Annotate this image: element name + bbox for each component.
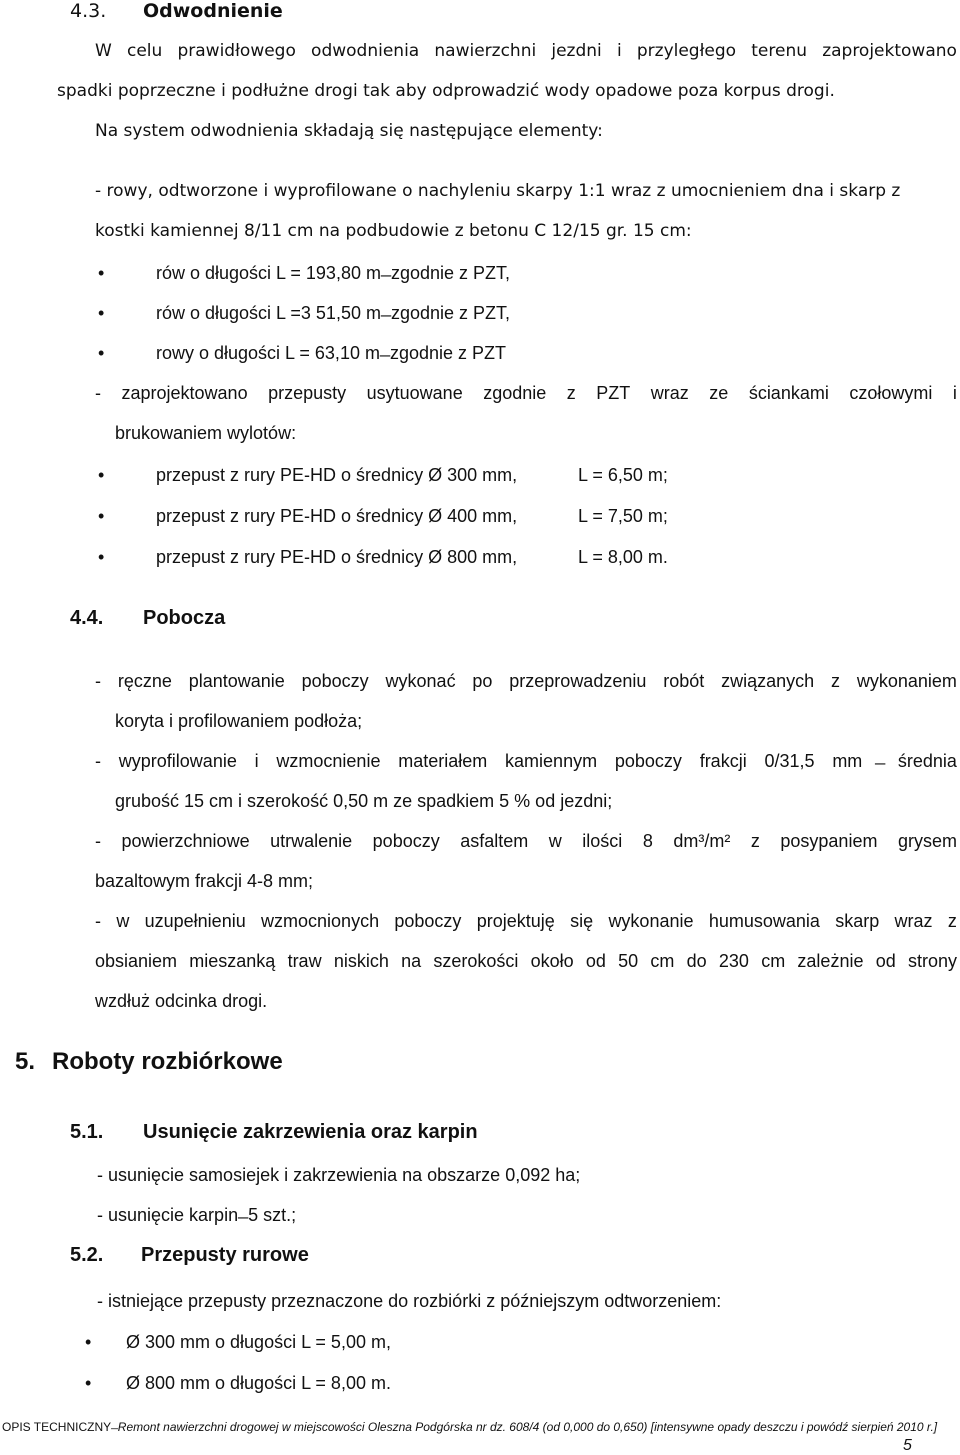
- word: materiałem: [398, 751, 488, 771]
- list-item: rów o długości L = 193,80 m ̶ zgodnie z PZT,: [156, 263, 511, 283]
- word: plantowanie: [188, 671, 285, 691]
- word: i: [616, 41, 622, 61]
- list-item: - rowy, odtworzone i wyprofilowane o nachyleniu skarpy 1:1 wraz z umocnieniem dna i skarp z: [95, 181, 901, 201]
- word: w: [548, 831, 562, 851]
- word: z: [750, 831, 760, 851]
- word: z: [947, 911, 957, 931]
- section-number: 4.4.: [70, 607, 104, 629]
- word: zaprojektowano: [822, 41, 957, 61]
- bullet-icon: •: [85, 1332, 92, 1352]
- culvert-desc: przepust z rury PE-HD o średnicy Ø 300 mm,: [156, 465, 518, 485]
- list-item: [95, 830, 957, 852]
- list-item: [95, 750, 957, 772]
- culvert-length: L = 8,00 m.: [578, 547, 668, 567]
- chapter-number: 5.: [15, 1048, 36, 1075]
- list-item: rowy o długości L = 63,10 m ̶ zgodnie z PZT: [156, 343, 507, 363]
- bullet-icon: •: [98, 263, 105, 283]
- word: 8: [642, 831, 653, 851]
- word: PZT: [596, 383, 631, 403]
- word: powierzchniowe: [121, 831, 250, 851]
- list-item: - usunięcie samosiejek i zakrzewienia na obszarze 0,092 ha;: [97, 1165, 581, 1185]
- word: szerokości: [433, 951, 519, 971]
- culvert-desc: przepust z rury PE-HD o średnicy Ø 800 mm,: [156, 547, 518, 567]
- word: zależnie: [797, 951, 864, 971]
- word: usytuowane: [366, 383, 463, 403]
- list-item-text: 15 cm:: [632, 221, 692, 241]
- word: frakcji: [699, 751, 747, 771]
- word: prawidłowego: [177, 41, 296, 61]
- word: niskich: [333, 951, 389, 971]
- word: terenu: [751, 41, 808, 61]
- word: mm: [832, 751, 863, 771]
- word: strony: [907, 951, 957, 971]
- word: 230: [718, 951, 749, 971]
- bullet-icon: •: [98, 547, 105, 567]
- word: poboczy: [614, 751, 682, 771]
- section-number: 5.2.: [70, 1244, 104, 1266]
- list-item-continuation: bazaltowym frakcji 4-8 mm;: [95, 871, 314, 891]
- culvert-length: L = 6,50 m;: [578, 465, 668, 485]
- bullet-icon: •: [98, 465, 105, 485]
- word: kamiennym: [505, 751, 598, 771]
- word: mieszanką: [189, 951, 276, 971]
- list-item-continuation: wzdłuż odcinka drogi.: [95, 991, 268, 1011]
- word: poboczy: [372, 831, 440, 851]
- word: ściankami: [748, 383, 829, 403]
- word: 50: [618, 951, 639, 971]
- list-item-text: kostki kamiennej 8/11 cm na podbudowie z betonu C 12/15 gr.: [95, 221, 628, 241]
- word: -: [95, 831, 101, 851]
- word: grysem: [897, 831, 957, 851]
- word: ręczne: [117, 671, 172, 691]
- word: poboczy: [301, 671, 369, 691]
- section-title: Odwodnienie: [143, 0, 283, 22]
- word: wraz: [894, 911, 933, 931]
- word: robót: [663, 671, 705, 691]
- word: wzmocnionych: [261, 911, 380, 931]
- word: projektuję: [476, 911, 555, 931]
- bullet-icon: •: [85, 1373, 92, 1393]
- word: przyległego: [636, 41, 737, 61]
- word: wykonaniem: [856, 671, 957, 691]
- word: związanych: [721, 671, 815, 691]
- list-item-continuation: brukowaniem wylotów:: [115, 423, 297, 443]
- section-number: 5.1.: [70, 1121, 104, 1143]
- list-item-continuation: [95, 220, 692, 242]
- bullet-icon: •: [98, 506, 105, 526]
- page-footer: [2, 1420, 937, 1434]
- word: czołowymi: [849, 383, 933, 403]
- word: utrwalenie: [270, 831, 353, 851]
- footer-org: OPIS TECHNICZNY: [2, 1420, 112, 1434]
- word: wzmocnienie: [276, 751, 381, 771]
- word: i: [254, 751, 259, 771]
- word: 0/31,5: [764, 751, 815, 771]
- word: od: [585, 951, 606, 971]
- list-item: [95, 670, 957, 692]
- word: wykonać: [385, 671, 456, 691]
- word: ze: [709, 383, 729, 403]
- word: ilości: [582, 831, 623, 851]
- section-number: 4.3.: [70, 0, 107, 22]
- word: traw: [287, 951, 322, 971]
- word: wyprofilowanie: [118, 751, 237, 771]
- word: cm: [761, 951, 786, 971]
- word: skarp: [835, 911, 880, 931]
- list-item: - usunięcie karpin ̶ 5 szt.;: [97, 1205, 297, 1225]
- word: celu: [126, 41, 163, 61]
- paragraph-line: spadki poprzeczne i podłużne drogi tak aby odprowadzić wody opadowe poza korpus drogi.: [57, 81, 835, 101]
- word: w: [116, 911, 130, 931]
- list-item-continuation: koryta i profilowaniem podłoża;: [115, 711, 363, 731]
- word: do: [686, 951, 707, 971]
- paragraph-line: Na system odwodnienia składają się następujące elementy:: [95, 121, 603, 141]
- footer-text: ̶ Remont nawierzchni drogowej w miejscowości Oleszna Podgórska nr dz. 608/4 (od 0,000 do 0,650) [intensywne opady deszczu i powódź sierpień 2010 r.]: [111, 1420, 938, 1434]
- word: -: [95, 383, 101, 403]
- word: po: [472, 671, 493, 691]
- culvert-desc: przepust z rury PE-HD o średnicy Ø 400 mm,: [156, 506, 518, 526]
- word: przeprowadzeniu: [509, 671, 647, 691]
- word: się: [570, 911, 594, 931]
- word: wykonanie: [608, 911, 694, 931]
- word: poboczy: [394, 911, 462, 931]
- section-title: Przepusty rurowe: [141, 1244, 309, 1266]
- word: -: [95, 671, 101, 691]
- page-number: 5: [903, 1437, 912, 1454]
- bullet-icon: •: [98, 343, 105, 363]
- section-title: Pobocza: [143, 607, 226, 629]
- word: posypaniem: [780, 831, 878, 851]
- bullet-icon: •: [98, 303, 105, 323]
- word: W: [95, 41, 112, 61]
- list-item: Ø 300 mm o długości L = 5,00 m,: [126, 1332, 391, 1352]
- culvert-length: L = 7,50 m;: [578, 506, 668, 526]
- list-item: [95, 910, 957, 932]
- chapter-title: Roboty rozbiórkowe: [52, 1048, 283, 1075]
- word: asfaltem: [460, 831, 529, 851]
- word: około: [530, 951, 574, 971]
- word: jezdni: [551, 41, 602, 61]
- word: przepusty: [268, 383, 347, 403]
- word: na: [401, 951, 422, 971]
- word: z: [830, 671, 840, 691]
- word: -: [95, 751, 101, 771]
- paragraph-line: [95, 40, 957, 62]
- word: humusowania: [708, 911, 820, 931]
- word: cm: [650, 951, 675, 971]
- word: -: [95, 911, 101, 931]
- paragraph-line: - istniejące przepusty przeznaczone do rozbiórki z późniejszym odtworzeniem:: [97, 1291, 722, 1311]
- word: uzupełnieniu: [144, 911, 246, 931]
- word: zgodnie: [483, 383, 547, 403]
- word: średnia: [897, 751, 957, 771]
- word: od: [875, 951, 896, 971]
- list-item: Ø 800 mm o długości L = 8,00 m.: [126, 1373, 391, 1393]
- section-title: Usunięcie zakrzewienia oraz karpin: [143, 1121, 478, 1143]
- word: wraz: [650, 383, 689, 403]
- word: zaprojektowano: [121, 383, 248, 403]
- word: z: [566, 383, 576, 403]
- list-item: rów o długości L =3 51,50 m ̶ zgodnie z PZT,: [156, 303, 511, 323]
- word: odwodnienia: [311, 41, 420, 61]
- list-item-continuation: [95, 950, 957, 972]
- word: obsianiem: [95, 951, 178, 971]
- list-item: [95, 382, 957, 404]
- word: i: [952, 383, 957, 403]
- word: nawierzchni: [434, 41, 537, 61]
- list-item-continuation: grubość 15 cm i szerokość 0,50 m ze spadkiem 5 % od jezdni;: [115, 791, 613, 811]
- word: dm³/m²: [673, 831, 731, 851]
